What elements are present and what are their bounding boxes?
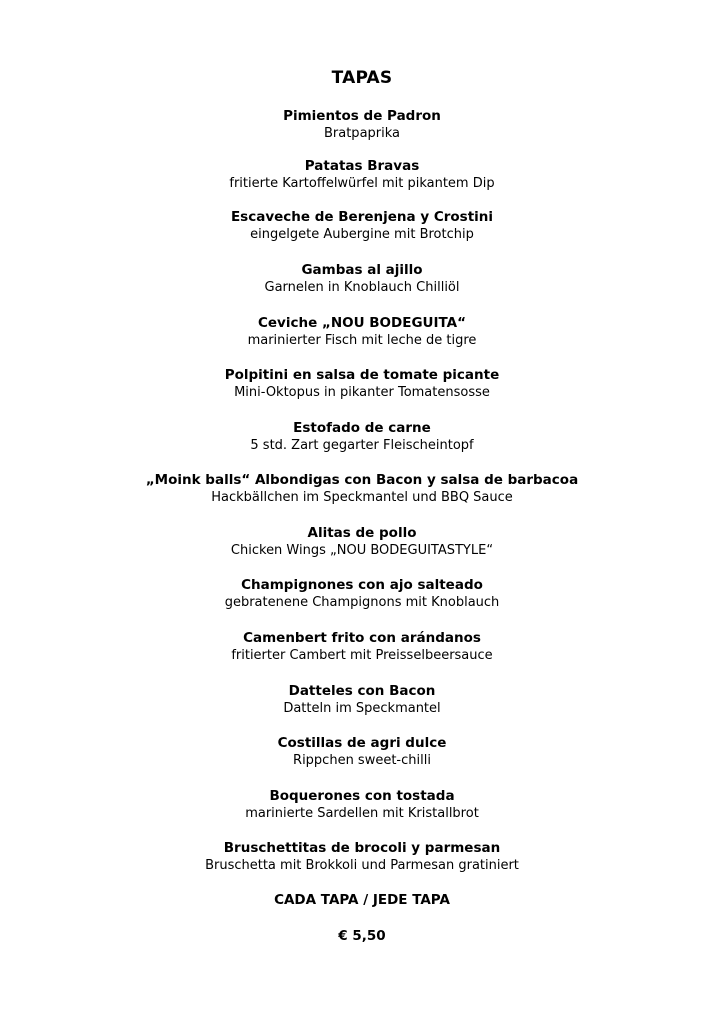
menu-item	[0, 108, 724, 142]
dish-name: Costillas de agri dulce	[277, 735, 447, 751]
dish-name: Camenbert frito con arándanos	[243, 630, 481, 646]
menu-item	[0, 315, 724, 349]
menu-item	[0, 472, 724, 506]
dish-name: Ceviche „NOU BODEGUITA“	[257, 315, 466, 331]
dish-name: Champignones con ajo salteado	[241, 577, 483, 593]
dish-description: Hackbällchen im Speckmantel und BBQ Sauce	[211, 490, 513, 505]
dish-description: Garnelen in Knoblauch Chilliöl	[264, 280, 460, 295]
dish-description: Mini-Oktopus in pikanter Tomatensosse	[234, 385, 490, 400]
menu-item	[0, 735, 724, 769]
dish-name: Patatas Bravas	[304, 158, 420, 174]
menu-item	[0, 630, 724, 664]
menu-item	[0, 367, 724, 401]
menu-item	[0, 158, 724, 192]
dish-description: Bruschetta mit Brokkoli und Parmesan gratiniert	[205, 858, 519, 873]
price-value: € 5,50	[338, 928, 386, 944]
dish-description: fritierte Kartoffelwürfel mit pikantem Dip	[229, 176, 495, 191]
dish-name: Alitas de pollo	[307, 525, 417, 541]
dish-description: Chicken Wings „NOU BODEGUITASTYLE“	[230, 543, 494, 558]
menu-item	[0, 577, 724, 611]
dish-name: Gambas al ajillo	[301, 262, 423, 278]
dish-name: Escaveche de Berenjena y Crostini	[230, 209, 494, 225]
dish-description: 5 std. Zart gegarter Fleischeintopf	[250, 438, 474, 453]
dish-name: Estofado de carne	[293, 420, 431, 436]
menu-item	[0, 683, 724, 717]
dish-description: marinierter Fisch mit leche de tigre	[247, 333, 477, 348]
dish-description: eingelgete Aubergine mit Brotchip	[250, 227, 474, 242]
dish-description: Rippchen sweet-chilli	[293, 753, 431, 768]
menu-item	[0, 262, 724, 296]
dish-name: Boquerones con tostada	[269, 788, 455, 804]
dish-name: „Moink balls“ Albondigas con Bacon y salsa de barbacoa	[145, 472, 579, 488]
menu-item	[0, 840, 724, 874]
dish-description: Datteln im Speckmantel	[283, 701, 441, 716]
dish-name: Datteles con Bacon	[288, 683, 436, 699]
menu-item	[0, 420, 724, 454]
menu-title: TAPAS	[331, 68, 393, 88]
dish-name: Bruschettitas de brocoli y parmesan	[223, 840, 501, 856]
dish-description: Bratpaprika	[323, 126, 401, 141]
menu-item	[0, 209, 724, 243]
price-label: CADA TAPA / JEDE TAPA	[274, 892, 450, 908]
menu-item	[0, 788, 724, 822]
dish-description: fritierter Cambert mit Preisselbeersauce	[231, 648, 493, 663]
dish-name: Polpitini en salsa de tomate picante	[224, 367, 500, 383]
dish-name: Pimientos de Padron	[283, 108, 441, 124]
dish-description: gebratenene Champignons mit Knoblauch	[224, 595, 500, 610]
menu-item	[0, 525, 724, 559]
dish-description: marinierte Sardellen mit Kristallbrot	[245, 806, 479, 821]
